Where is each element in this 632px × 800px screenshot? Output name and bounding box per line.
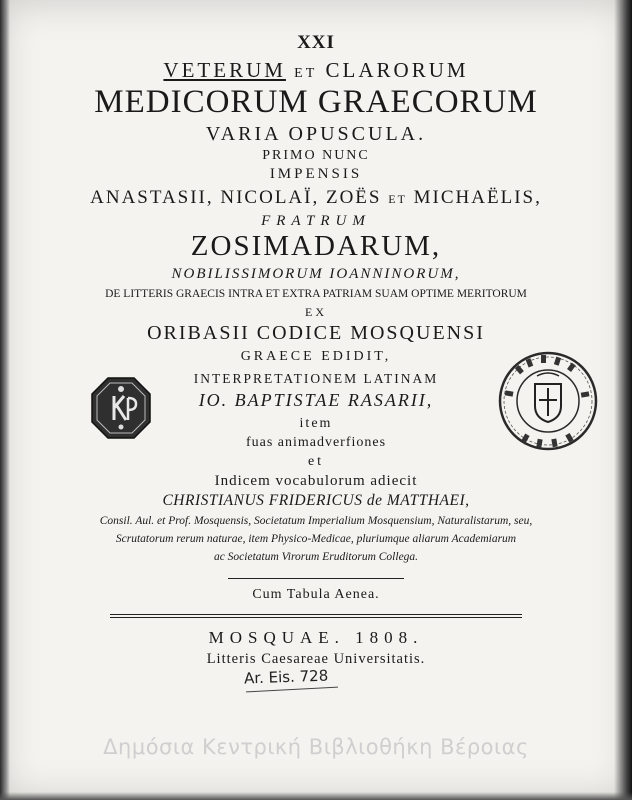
divider-rule-1 xyxy=(228,578,404,579)
et-line: et xyxy=(307,454,325,469)
rasarii-line: IO. BAPTISTAE RASARII, xyxy=(198,390,434,410)
nobilissimorum-line: NOBILISSIMORUM IOANNINORUM, xyxy=(171,266,461,282)
credentials-line-1: Consil. Aul. et Prof. Mosquensis, Societatum Imperialium Mosquensium, Naturalistarum, seu, xyxy=(99,515,533,527)
page-edge-bottom xyxy=(0,792,632,800)
title-word-veterum: VETERUM xyxy=(163,58,286,82)
de-litteris-line: DE LITTERIS GRAECIS INTRA ET EXTRA PATRIAM SUAM OPTIME MERITORUM xyxy=(105,288,527,300)
impensis-line: IMPENSIS xyxy=(269,166,363,182)
library-seal-stamp-left xyxy=(90,376,152,440)
patrons-names: ANASTASII, NICOLAÏ, ZOËS xyxy=(90,187,382,208)
main-title: MEDICORUM GRAECORUM xyxy=(94,84,538,120)
interpretationem-line: INTERPRETATIONEM LATINAM xyxy=(193,371,439,386)
animadversiones-line: fuas animadverfiones xyxy=(245,435,387,450)
credentials-line-3: ac Societatum Virorum Eruditorum Collega. xyxy=(213,551,419,563)
patrons-et: ET xyxy=(388,192,407,206)
title-line-1 xyxy=(0,58,632,83)
credentials-line-2: Scrutatorum rerum naturae, item Physico-Medicae, pluriumque aliarum Academiarum xyxy=(115,533,517,545)
divider-rule-3 xyxy=(110,617,522,618)
handwritten-underline xyxy=(246,687,338,693)
author-line: CHRISTIANUS FRIDERICUS de MATTHAEI, xyxy=(162,492,470,509)
oribasii-line: ORIBASII CODICE MOSQUENSI xyxy=(147,322,485,344)
ex-line: EX xyxy=(305,305,327,319)
indicem-line: Indicem vocabulorum adiecit xyxy=(214,473,418,489)
patrons-last-name: MICHAËLIS, xyxy=(413,187,542,208)
item-line: item xyxy=(299,416,333,431)
subtitle: VARIA OPUSCULA. xyxy=(205,123,427,145)
graece-edidit-line: GRAECE EDIDIT, xyxy=(240,349,392,364)
imprint-place-year: MOSQUAE. 1808. xyxy=(208,628,424,647)
imprint-publisher: Litteris Caesareae Universitatis. xyxy=(206,651,426,667)
title-word-et: ET xyxy=(294,66,318,81)
primo-nunc-line: PRIMO NUNC xyxy=(262,148,370,163)
page-number: XXI xyxy=(297,32,335,53)
divider-rule-2 xyxy=(110,614,522,615)
cum-tabula-line: Cum Tabula Aenea. xyxy=(252,587,380,602)
title-word-clarorum: CLARORUM xyxy=(325,58,469,82)
zosimadarum-line: ZOSIMADARUM, xyxy=(190,230,442,262)
patrons-line xyxy=(0,187,632,209)
hospital-stamp-right xyxy=(497,350,599,452)
fratrum-line: FRATRUM xyxy=(261,213,371,229)
handwritten-shelfmark: Ar. Eis. 728 xyxy=(243,666,329,688)
library-watermark: Δημόσια Κεντρική Βιβλιοθήκη Βέροιας xyxy=(103,735,529,759)
